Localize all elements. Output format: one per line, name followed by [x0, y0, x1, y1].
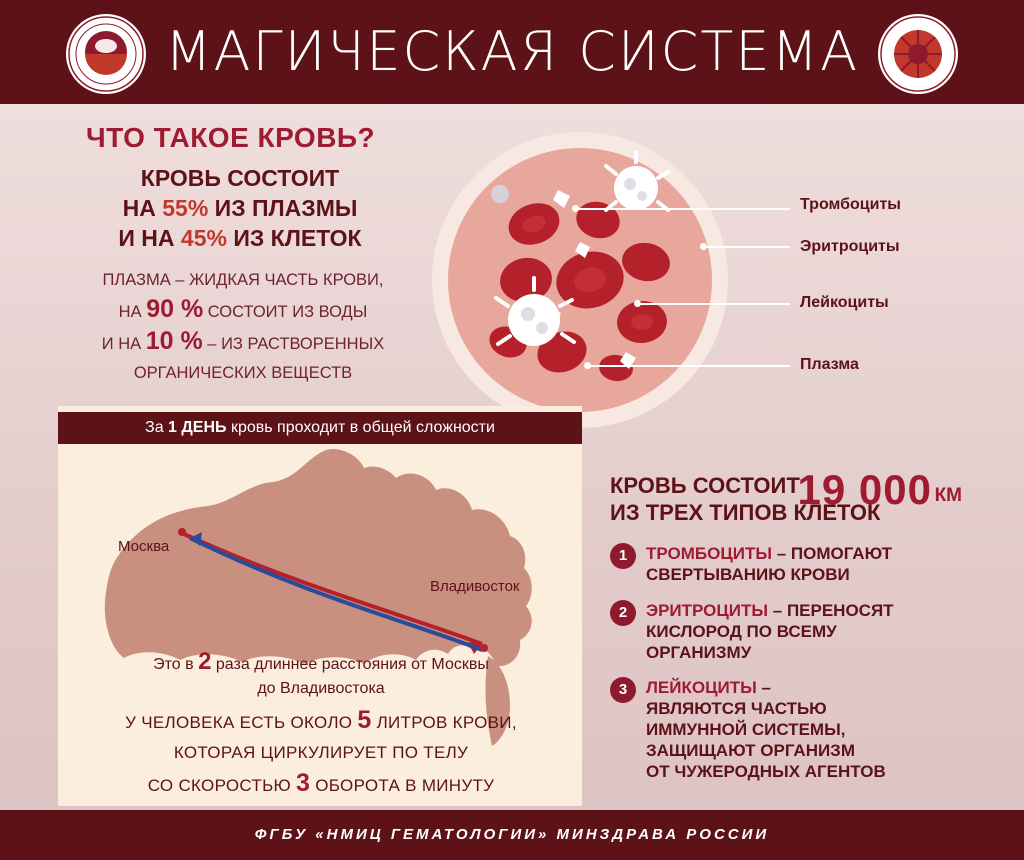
cell-type-name-1: ТРОМБОЦИТЫ: [646, 544, 772, 563]
composition-line2-post: ИЗ ПЛАЗМЫ: [208, 195, 358, 221]
distance-unit: КМ: [934, 485, 962, 506]
cell-type-name-2: ЭРИТРОЦИТЫ: [646, 601, 769, 620]
cell-type-desc-3-line5: ОТ ЧУЖЕРОДНЫХ АГЕНТОВ: [646, 762, 886, 781]
body-facts-pre: У ЧЕЛОВЕКА ЕСТЬ ОКОЛО: [125, 713, 358, 732]
callout-line-erythrocytes: [706, 246, 790, 248]
map-comparison-note: [78, 650, 564, 701]
composition-line3-post: ИЗ КЛЕТОК: [226, 225, 362, 251]
cell-type-desc-2-line3: ОРГАНИЗМУ: [646, 643, 752, 662]
poster-header: [0, 0, 1024, 104]
map-banner: [58, 412, 582, 444]
cell-type-desc-3-line4: ЗАЩИЩАЮТ ОРГАНИЗМ: [646, 741, 855, 760]
cells-percentage: 45%: [180, 225, 227, 251]
cell-type-number-1: 1: [610, 543, 636, 569]
cell-types-title-line2: ИЗ ТРЕХ ТИПОВ КЛЕТОК: [610, 500, 881, 525]
cell-type-desc-1-line1: – ПОМОГАЮТ: [772, 544, 893, 563]
cell-type-item-leukocytes: [610, 677, 1010, 782]
callout-line-leukocytes: [640, 303, 790, 305]
map-note-mid: раза длиннее расстояния от Москвы: [211, 656, 489, 673]
cell-types-title: [610, 472, 880, 526]
plasma-line4: ОРГАНИЧЕСКИХ ВЕЩЕСТВ: [133, 364, 353, 382]
poster-title: МАГИЧЕСКАЯ СИСТЕМА: [164, 20, 860, 83]
logo-hematology-center-icon: [66, 14, 146, 94]
cell-type-desc-3-line1: –: [756, 678, 771, 697]
cell-type-item-platelets: [610, 543, 1010, 585]
body-facts-line3-post: ОБОРОТА В МИНУТУ: [310, 776, 495, 795]
blood-liters: 5: [357, 706, 372, 734]
body-blood-facts: [78, 705, 564, 801]
body-facts-line2: КОТОРАЯ ЦИРКУЛИРУЕТ ПО ТЕЛУ: [173, 743, 469, 762]
plasma-line2-post: СОСТОИТ ИЗ ВОДЫ: [203, 303, 368, 321]
section-question-title: ЧТО ТАКОЕ КРОВЬ?: [86, 122, 376, 153]
city-label-vladivostok: Владивосток: [430, 578, 520, 595]
poster-footer: ФГБУ «НМИЦ ГЕМАТОЛОГИИ» МИНЗДРАВА РОССИИ: [0, 810, 1024, 860]
callout-plasma: Плазма: [800, 356, 859, 373]
map-note-times: 2: [198, 648, 212, 675]
callout-line-platelets: [578, 208, 790, 210]
body-facts-line3-pre: СО СКОРОСТЬЮ: [147, 776, 297, 795]
plasma-description-text: [48, 266, 438, 388]
plasma-organic-percentage: 10 %: [145, 327, 203, 355]
cell-type-desc-3-line2: ЯВЛЯЮТСЯ ЧАСТЬЮ: [646, 699, 827, 718]
cell-type-desc-2-line1: – ПЕРЕНОСЯТ: [768, 601, 894, 620]
cell-type-desc-3-line3: ИММУННОЙ СИСТЕМЫ,: [646, 720, 846, 739]
plasma-line3-post: – ИЗ РАСТВОРЕННЫХ: [202, 335, 385, 353]
logo-hematology-society-icon: [878, 14, 958, 94]
callout-erythrocytes: Эритроциты: [800, 238, 900, 255]
cell-type-item-erythrocytes: [610, 600, 1010, 663]
plasma-percentage: 55%: [162, 195, 209, 221]
cell-type-number-2: 2: [610, 600, 636, 626]
body-facts-mid: ЛИТРОВ КРОВИ,: [371, 713, 517, 732]
callout-leukocytes: Лейкоциты: [800, 294, 889, 311]
cell-type-desc-1-line2: СВЕРТЫВАНИЮ КРОВИ: [646, 565, 850, 584]
city-label-moscow: Москва: [118, 538, 170, 555]
plasma-line2-pre: НА: [118, 303, 147, 321]
map-banner-post: кровь проходит в общей сложности: [226, 419, 495, 436]
map-note-pre: Это в: [153, 656, 199, 673]
plasma-line3-pre: И НА: [101, 335, 146, 353]
composition-line3-pre: И НА: [118, 225, 181, 251]
blood-composition-text: [60, 163, 420, 253]
plasma-water-percentage: 90 %: [146, 295, 204, 323]
cell-type-name-3: ЛЕЙКОЦИТЫ: [646, 678, 757, 697]
composition-line2-pre: НА: [122, 195, 163, 221]
cell-type-number-3: 3: [610, 677, 636, 703]
map-banner-days: 1 ДЕНЬ: [168, 419, 227, 436]
callout-platelets: Тромбоциты: [800, 196, 901, 213]
blood-cells-illustration: [430, 130, 730, 430]
plasma-line1: ПЛАЗМА – ЖИДКАЯ ЧАСТЬ КРОВИ,: [102, 271, 384, 289]
circulation-turns: 3: [296, 769, 311, 797]
distance-value: 19 000: [797, 466, 932, 513]
cell-type-desc-2-line2: КИСЛОРОД ПО ВСЕМУ: [646, 622, 837, 641]
callout-line-plasma: [590, 365, 790, 367]
map-note-end: до Владивостока: [257, 680, 385, 697]
composition-line1: КРОВЬ СОСТОИТ: [140, 165, 340, 191]
cell-types-title-line1: КРОВЬ СОСТОИТ: [610, 473, 800, 498]
map-banner-pre: За: [145, 419, 169, 436]
